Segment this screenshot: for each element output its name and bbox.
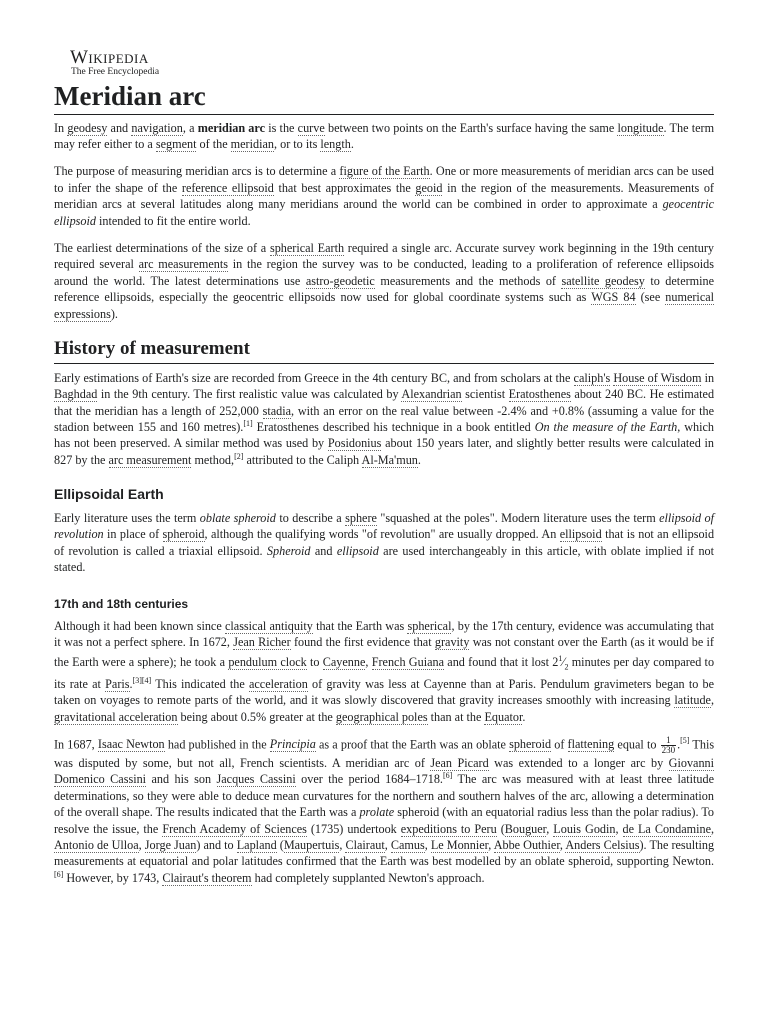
link-pendulum-clock[interactable]: pendulum clock [228,654,307,669]
text: about 240 BC. He estimated that the meridian has a length of 252,000 [54,387,715,418]
text: , [138,838,142,853]
link-numerical-expressions[interactable]: numerical expressions [54,290,715,321]
link-de-la-condamine[interactable]: de La Condamine [622,821,712,836]
text: ). [110,306,118,321]
link-navigation[interactable]: navigation [131,120,183,135]
text: The earliest determinations of the size of a [54,240,267,255]
link-cayenne[interactable]: Cayenne [322,654,366,669]
text: that the Earth was [316,619,405,634]
link-arc-measurements[interactable]: arc measurements [138,257,228,272]
italic-term: prolate [359,805,395,820]
text: that best approximates the [278,180,411,195]
text: ( [279,838,284,853]
link-wgs84[interactable]: WGS 84 [591,290,636,305]
text: are used interchangeably in this article, with oblate implied if not stated. [54,543,715,575]
link-spherical[interactable]: spherical [407,619,452,634]
text: in the region of the measurements. Measurements of meridian arcs at several latitudes along many meridians around the world can be combined in order to approximate a [54,180,714,212]
text: minutes per day compared to its rate at [54,654,715,691]
article [54,48,714,897]
link-longitude[interactable]: longitude [617,120,664,135]
text: is the [268,120,295,135]
link-classical-antiquity[interactable]: classical antiquity [224,619,313,634]
centuries-paragraph-1 [54,618,714,725]
text: to determine reference ellipsoids, especially the geocentric ellipsoids now used for global coordinate systems such as [54,273,715,305]
centuries-paragraph-2 [54,736,714,886]
text: had published in the [167,737,267,752]
text: in the 9th century. The first realistic value was calculated by [100,387,399,402]
text: had completely supplanted Newton's approach. [254,870,485,885]
link-clairaut[interactable]: Clairaut [345,838,385,853]
link-jacques-cassini[interactable]: Jacques Cassini [216,772,296,787]
link-stadia[interactable]: stadia [262,403,292,418]
link-spherical-earth[interactable]: spherical Earth [269,240,345,255]
page-title: Meridian arc [54,81,714,115]
text: The arc was measured with at least three latitude determinations, so they were able to deduce mean curvatures for the northern and southern halves of the arc, allowing a determination of the overall shape. The results indicated that the Earth was a [54,772,715,820]
text: Early estimations of Earth's size are recorded from Greece in the 4th century BC, and from scholars at the [54,370,571,385]
text: required a single arc. Accurate survey work beginning in the 19th century required several [54,240,715,272]
text: This indicated the [155,676,245,691]
link-caliph[interactable]: caliph's [573,370,611,385]
logo-wordmark: Wikipedia [70,47,149,68]
text: This was disputed by some, but not all, French scientists. A meridian arc of [54,737,715,770]
citation-3-4[interactable]: [3][4] [132,675,152,685]
link-principia[interactable]: Principia [269,737,316,752]
link-abbe-outhier[interactable]: Abbe Outhier [493,838,560,853]
link-geodesy[interactable]: geodesy [67,120,108,135]
text: "squashed at the poles". Modern literature uses the term [380,511,656,526]
text: The purpose of measuring meridian arcs is to determine a [54,164,337,179]
text: In 1687, [54,737,95,752]
link-french-academy-of-sciences[interactable]: French Academy of Sciences [162,821,307,836]
text: in [704,370,715,385]
text: , [615,821,619,836]
citation-6b[interactable]: [6] [54,869,64,879]
text: (see [640,290,661,305]
link-geographical-poles[interactable]: geographical poles [335,709,428,724]
text: , [488,838,492,853]
italic-term: Spheroid [266,543,311,558]
text: in place of [107,527,160,542]
text: method, [194,452,235,467]
purpose-paragraph [54,163,714,229]
fraction-denominator: 2 [564,662,569,672]
text: , [339,838,343,853]
link-gravity[interactable]: gravity [434,635,470,650]
text: measurements and the methods of [380,273,556,288]
subsection-heading-ellipsoidal: Ellipsoidal Earth [54,486,164,503]
link-meridian[interactable]: meridian [230,136,274,151]
link-gravitational-acceleration[interactable]: gravitational acceleration [54,709,178,724]
text: . [677,737,681,752]
text: , [365,654,369,669]
link-maupertuis[interactable]: Maupertuis [283,838,340,853]
link-equator[interactable]: Equator [484,709,523,724]
text: and found that it lost [447,654,550,669]
text: , [559,838,563,853]
link-bouguer[interactable]: Bouguer [504,821,547,836]
text: In [54,120,65,135]
text: was not constant over the Earth (as it would be if the Earth were a sphere); he took a [54,635,714,669]
link-al-mamun[interactable]: Al-Ma'mun [361,452,418,467]
text: However, by 1743, [66,870,160,885]
text: spheroid (with an equatorial radius less than the polar radius). To resolve the issue, the [54,805,715,836]
determinations-paragraph [54,240,714,322]
italic-term: geocentric ellipsoid [54,197,715,228]
link-eratosthenes[interactable]: Eratosthenes [508,387,571,402]
logo-tagline: The Free Encyclopedia [71,67,160,77]
citation-2[interactable]: [2] [234,451,244,461]
link-acceleration[interactable]: acceleration [248,676,308,691]
link-segment[interactable]: segment [155,136,197,151]
text: , [424,838,428,853]
text: between two points on the Earth's surface having the same [327,120,615,135]
link-geoid[interactable]: geoid [415,180,443,195]
text: as a proof that the Earth was an oblate [318,737,506,752]
link-posidonius[interactable]: Posidonius [327,436,382,451]
link-arc-measurement[interactable]: arc measurement [108,452,192,467]
text: . One or more measurements of meridian arcs can be used to infer the shape of the [54,164,714,195]
link-giovanni-domenico-cassini[interactable]: Giovanni Domenico Cassini [54,756,715,787]
text: , although the qualifying words "of revolution" are usually dropped. An [204,527,557,542]
link-astro-geodetic[interactable]: astro-geodetic [305,273,375,288]
link-latitude[interactable]: latitude [674,693,711,708]
mixed-fraction: $2^1⁄_2$ [552,653,569,672]
link-satellite-geodesy[interactable]: satellite geodesy [561,273,645,288]
link-sphere[interactable]: sphere [345,511,377,526]
italic-term: ellipsoid [336,543,379,558]
text: . [350,136,354,151]
text: , [710,693,715,708]
text: than at the [430,709,482,724]
link-spheroid[interactable]: spheroid [162,527,205,542]
text: ). The resulting measurements at equatorial and polar latitudes confirmed that the Earth was best modelled by an oblate spheroid, supporting Newton. [54,838,715,869]
text: Although it had been known since [54,619,222,634]
fraction-whole: 2 [552,654,559,669]
text: , or to its [274,136,318,151]
link-reference-ellipsoid[interactable]: reference ellipsoid [181,180,274,195]
link-antonio-de-ulloa[interactable]: Antonio de Ulloa [54,838,139,853]
text: , [711,821,715,836]
link-anders-celsius[interactable]: Anders Celsius [565,838,640,853]
text: and his son [151,772,212,787]
text: of [554,737,565,752]
text: equal to [617,737,657,752]
text: that is not an ellipsoid of revolution is called a triaxial ellipsoid. [54,527,715,558]
text: Early literature uses the term [54,511,197,526]
link-ellipsoid[interactable]: ellipsoid [559,527,602,542]
ellipsoidal-paragraph [54,510,714,576]
text: . The term may refer either to a [54,120,715,151]
text: and [110,120,129,135]
link-louis-godin[interactable]: Louis Godin [553,821,616,836]
lede-paragraph [54,120,714,153]
text: in the region the survey was to be conducted, leading to a proliferation of reference ellipsoids around the world. The latest determinations use [54,257,714,288]
text: over the period 1684–1718. [301,772,443,787]
history-paragraph [54,370,714,468]
link-house-of-wisdom[interactable]: House of Wisdom [613,370,702,385]
fraction-numerator: 1 [661,736,677,746]
text: , with an error on the real value between -2.4% and +0.8% (assuming a value for the stadion between 155 and 160 metres). [54,403,714,435]
text: to [310,654,320,669]
link-figure-of-the-earth[interactable]: figure of the Earth [339,164,430,179]
text: Eratosthenes described his technique in a book entitled [256,420,531,435]
text: of the [199,136,228,151]
bold-term: meridian arc [197,120,265,135]
text: scientist [465,387,506,402]
text: and [314,543,333,558]
italic-term: oblate spheroid [199,511,276,526]
link-curve[interactable]: curve [297,120,325,135]
text: , [384,838,388,853]
text: ) and to [196,838,234,853]
text: , which has not been preserved. A similar method was used by [54,420,715,451]
citation-5[interactable]: [5] [680,736,690,746]
text: was extended to a longer arc by [494,756,664,770]
text: (1735) undertook [310,821,397,836]
link-isaac-newton[interactable]: Isaac Newton [97,737,165,752]
link-lapland[interactable]: Lapland [236,838,277,853]
link-le-monnier[interactable]: Le Monnier [430,838,489,853]
link-alexandrian[interactable]: Alexandrian [401,387,462,402]
fraction [661,736,677,755]
text: . [417,452,421,467]
text: about 150 years later, and slightly better results were calculated in 827 by the [54,436,714,467]
section-heading-history: History of measurement [54,338,714,364]
link-length[interactable]: length [320,136,351,151]
link-french-guiana[interactable]: French Guiana [371,654,445,669]
text: . [129,676,133,691]
link-spheroid[interactable]: spheroid [509,737,552,752]
text: to describe a [279,511,342,526]
text: , [546,821,550,836]
text: , by the 17th century, evidence was accumulating that it was not a perfect sphere. In 1672, [54,619,715,650]
text: ( [500,821,505,836]
text: . [522,709,526,724]
italic-title: On the measure of the Earth [534,420,678,435]
link-paris[interactable]: Paris [105,676,130,691]
subsubsection-heading-centuries: 17th and 18th centuries [54,596,189,611]
text: being about 0.5% greater at the [180,709,333,724]
text: , a [182,120,195,135]
text: intended to fit the entire world. [99,213,251,228]
text: attributed to the Caliph [246,452,360,467]
link-jean-richer[interactable]: Jean Richer [233,635,291,650]
citation-6[interactable]: [6] [442,771,453,781]
link-clairauts-theorem[interactable]: Clairaut's theorem [162,870,252,885]
link-expeditions-to-peru[interactable]: expeditions to Peru [400,821,497,836]
link-camus[interactable]: Camus [390,838,425,853]
text: found the first evidence that [293,635,432,650]
link-jean-picard[interactable]: Jean Picard [430,756,489,770]
link-flattening[interactable]: flattening [567,737,615,752]
italic-term: ellipsoid of revolution [54,511,715,542]
fraction-numerator: 1 [558,653,563,663]
link-baghdad[interactable]: Baghdad [54,387,98,402]
fraction-denominator: 230 [661,745,676,755]
link-jorge-juan[interactable]: Jorge Juan [144,838,197,853]
wikipedia-logo[interactable] [70,48,714,78]
citation-1[interactable]: [1] [243,418,253,428]
text: of gravity was less at Cayenne than at Paris. Pendulum gravimeters began to be taken on voyages to remote parts of the world, and it was slowly discovered that gravity increases smoothly with increasing [54,676,715,708]
